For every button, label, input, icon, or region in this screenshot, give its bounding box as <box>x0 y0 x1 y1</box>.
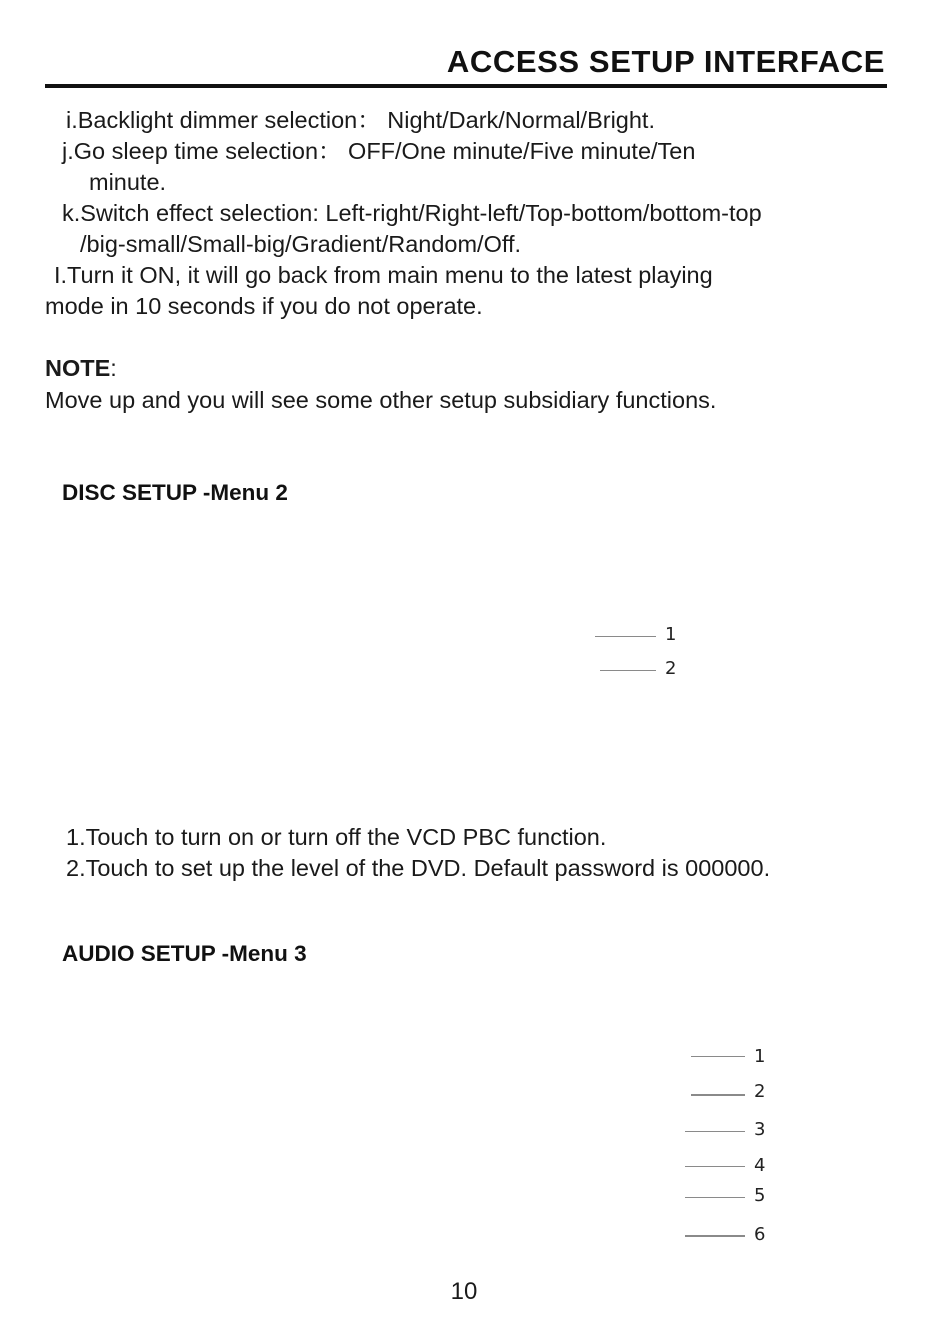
audio-callout-number-6: 6 <box>754 1224 766 1245</box>
disc-setup-heading: DISC SETUP -Menu 2 <box>62 480 288 505</box>
note-label: NOTE <box>45 355 111 381</box>
note-text: Move up and you will see some other setup subsidiary functions. <box>45 387 717 413</box>
intro-item-i: i.Backlight dimmer selection： Night/Dark/Normal/Bright. <box>66 107 655 133</box>
note-heading <box>45 353 117 384</box>
intro-item-j-continued: minute. <box>89 169 167 195</box>
audio-callout-line-3 <box>685 1131 745 1132</box>
intro-item-l: I.Turn it ON, it will go back from main menu to the latest playing <box>54 262 713 288</box>
audio-callout-number-3: 3 <box>754 1119 766 1140</box>
page-number: 10 <box>450 1278 478 1305</box>
disc-callout-line-1 <box>595 636 656 637</box>
disc-description-1: 1.Touch to turn on or turn off the VCD PBC function. <box>66 824 607 850</box>
note-colon: : <box>110 355 117 381</box>
audio-callout-line-2 <box>691 1094 745 1096</box>
audio-callout-line-6 <box>685 1235 745 1237</box>
disc-callout-line-2 <box>600 670 656 671</box>
audio-setup-heading: AUDIO SETUP -Menu 3 <box>62 941 307 966</box>
title-underline <box>45 84 887 88</box>
audio-callout-number-5: 5 <box>754 1185 766 1206</box>
disc-callout-number-1: 1 <box>665 624 677 645</box>
audio-callout-line-1 <box>691 1056 745 1057</box>
intro-item-k: k.Switch effect selection: Left-right/Right-left/Top-bottom/bottom-top <box>62 200 762 226</box>
audio-callout-number-2: 2 <box>754 1081 766 1102</box>
intro-item-k-continued: /big-small/Small-big/Gradient/Random/Off. <box>80 231 522 257</box>
audio-callout-number-1: 1 <box>754 1046 766 1067</box>
audio-callout-number-4: 4 <box>754 1155 766 1176</box>
intro-item-j: j.Go sleep time selection： OFF/One minute/Five minute/Ten <box>62 138 696 164</box>
audio-callout-line-5 <box>685 1197 745 1198</box>
intro-item-l-continued: mode in 10 seconds if you do not operate. <box>45 293 483 319</box>
disc-description-2: 2.Touch to set up the level of the DVD. Default password is 000000. <box>66 855 771 881</box>
disc-callout-number-2: 2 <box>665 658 677 679</box>
page-title: ACCESS SETUP INTERFACE <box>446 44 885 79</box>
audio-callout-line-4 <box>685 1166 745 1167</box>
